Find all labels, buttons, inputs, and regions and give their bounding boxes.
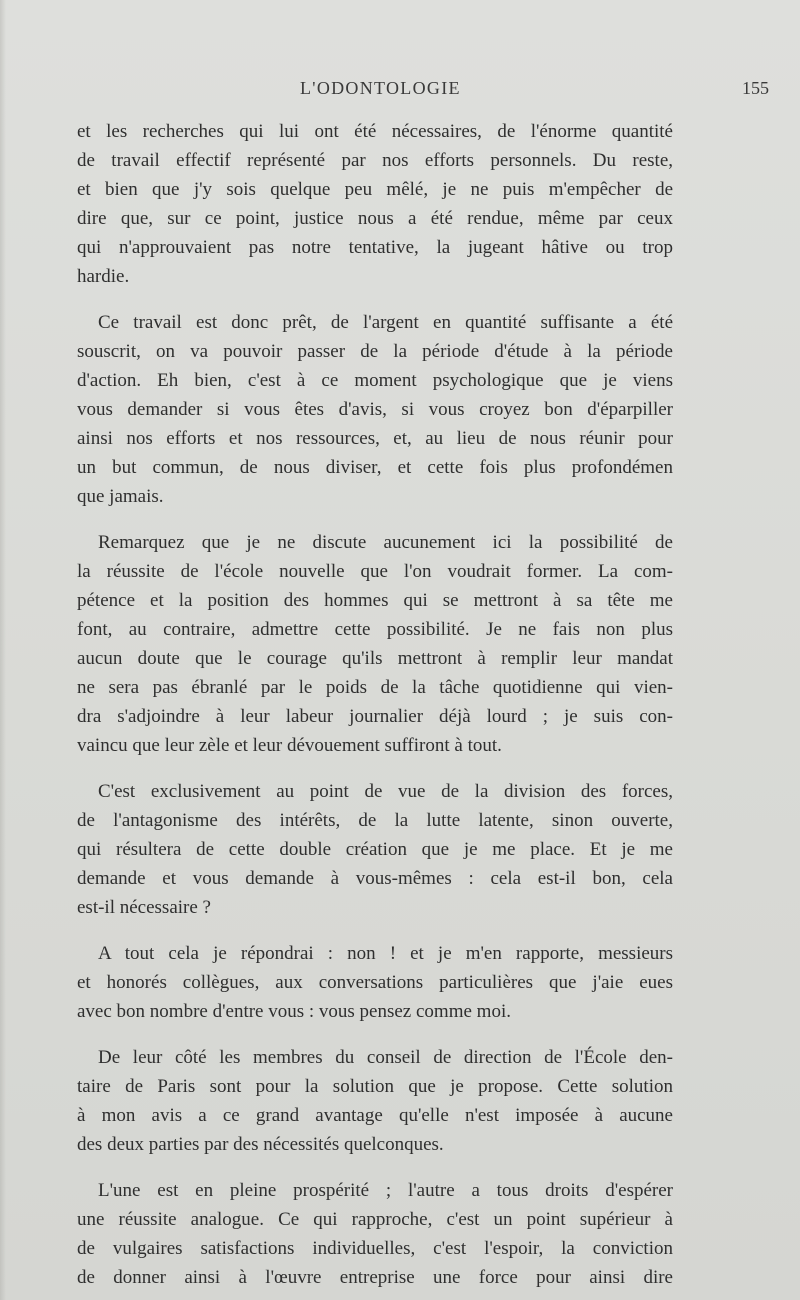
text-line: d'action. Eh bien, c'est à ce moment psychologique que je viens	[77, 370, 673, 391]
page-header	[0, 78, 800, 108]
text-line: hardie.	[77, 266, 130, 287]
text-line: taire de Paris sont pour la solution que je propose. Cette solution	[77, 1076, 673, 1097]
text-line: ne sera pas ébranlé par le poids de la tâche quotidienne qui vien-	[77, 677, 673, 698]
text-line: que jamais.	[77, 486, 164, 507]
paragraph-7	[77, 1176, 673, 1292]
text-line: une réussite analogue. Ce qui rapproche, c'est un point supérieur à	[77, 1209, 673, 1230]
text-line: Ce travail est donc prêt, de l'argent en quantité suffisante a été	[98, 312, 673, 333]
text-line: A tout cela je répondrai : non ! et je m'en rapporte, messieurs	[98, 943, 673, 964]
running-title: L'ODONTOLOGIE	[300, 78, 461, 98]
text-line: des deux parties par des nécessités quelconques.	[77, 1134, 444, 1155]
text-line: dra s'adjoindre à leur labeur journalier déjà lourd ; je suis con-	[77, 706, 673, 727]
text-line: qui résultera de cette double création que je me place. Et je me	[77, 839, 673, 860]
text-line: de donner ainsi à l'œuvre entreprise une force pour ainsi dire	[77, 1267, 673, 1288]
paragraph-3	[77, 528, 673, 760]
paragraph-5	[77, 939, 673, 1026]
text-line: vous demander si vous êtes d'avis, si vous croyez bon d'éparpiller	[77, 399, 673, 420]
text-line: C'est exclusivement au point de vue de la division des forces,	[98, 781, 673, 802]
paragraph-2	[77, 308, 673, 511]
text-line: pétence et la position des hommes qui se mettront à sa tête me	[77, 590, 673, 611]
body-text	[77, 117, 673, 1300]
text-line: de travail effectif représenté par nos efforts personnels. Du reste,	[77, 150, 673, 171]
text-line: et honorés collègues, aux conversations particulières que j'aie eues	[77, 972, 673, 993]
text-line: souscrit, on va pouvoir passer de la période d'étude à la période	[77, 341, 673, 362]
text-line: demande et vous demande à vous-mêmes : cela est-il bon, cela	[77, 868, 673, 889]
text-line: dire que, sur ce point, justice nous a été rendue, même par ceux	[77, 208, 673, 229]
text-line: est-il nécessaire ?	[77, 897, 211, 918]
text-line: la réussite de l'école nouvelle que l'on voudrait former. La com-	[77, 561, 673, 582]
text-line: à mon avis a ce grand avantage qu'elle n'est imposée à aucune	[77, 1105, 673, 1126]
text-line: aucun doute que le courage qu'ils mettront à remplir leur mandat	[77, 648, 673, 669]
text-line: qui n'approuvaient pas notre tentative, la jugeant hâtive ou trop	[77, 237, 673, 258]
text-line: et les recherches qui lui ont été nécessaires, de l'énorme quantité	[77, 121, 673, 142]
text-line: De leur côté les membres du conseil de direction de l'École den-	[98, 1047, 673, 1068]
text-line: et bien que j'y sois quelque peu mêlé, je ne puis m'empêcher de	[77, 179, 673, 200]
paragraph-1	[77, 117, 673, 291]
paragraph-6	[77, 1043, 673, 1159]
page-edge-shadow	[0, 0, 6, 1300]
text-line: font, au contraire, admettre cette possibilité. Je ne fais non plus	[77, 619, 673, 640]
text-line: avec bon nombre d'entre vous : vous pensez comme moi.	[77, 1001, 511, 1022]
text-line: vaincu que leur zèle et leur dévouement suffiront à tout.	[77, 735, 502, 756]
text-line: de l'antagonisme des intérêts, de la lutte latente, sinon ouverte,	[77, 810, 673, 831]
text-line: de vulgaires satisfactions individuelles, c'est l'espoir, la conviction	[77, 1238, 673, 1259]
text-line: un but commun, de nous diviser, et cette fois plus profondémen	[77, 457, 673, 478]
text-line: ainsi nos efforts et nos ressources, et, au lieu de nous réunir pour	[77, 428, 673, 449]
page-number: 155	[742, 78, 769, 98]
paragraph-4	[77, 777, 673, 922]
text-line: Remarquez que je ne discute aucunement ici la possibilité de	[98, 532, 673, 553]
text-line: L'une est en pleine prospérité ; l'autre a tous droits d'espérer	[98, 1180, 673, 1201]
